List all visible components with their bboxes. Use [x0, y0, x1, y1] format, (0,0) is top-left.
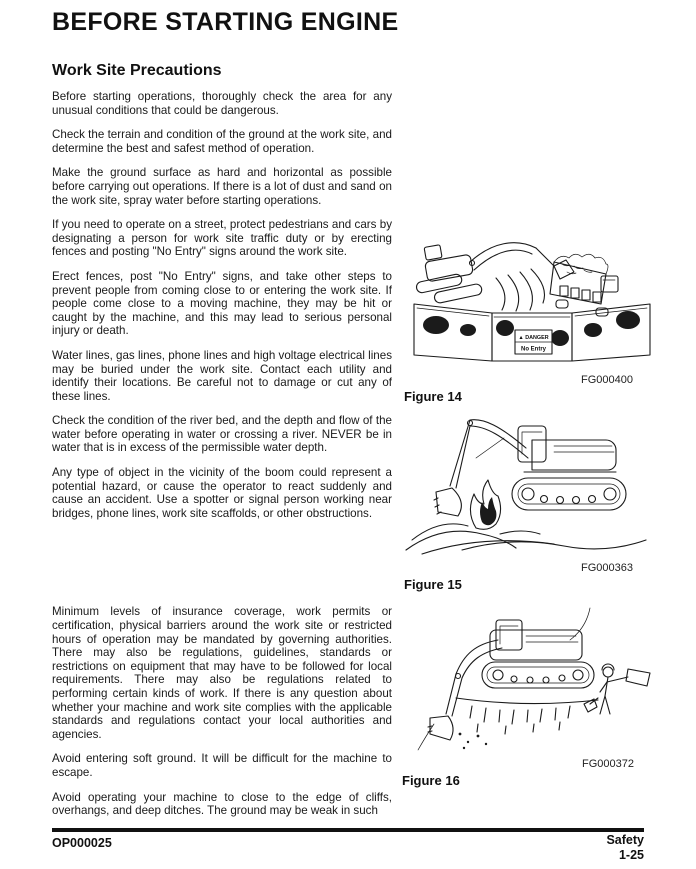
river-bank-lines — [406, 524, 646, 554]
excavator-loading-truck-illustration — [404, 216, 659, 368]
paragraph: Minimum levels of insurance coverage, work permits or certification, physical barriers around the work site or restricted hours of operation may be mandated by governing authorities. There may also be regulations, guidelines, standards or restrictions on equipment that may have to be followed for local requirements. There may also be regulations related to performing certain kinds of work. If there is any question about whether your machine and work site complies with the applicable standards and regulations contact your local authorities and agencies. — [52, 605, 392, 741]
footer-section-label: Safety — [606, 833, 644, 847]
figure-code: FG000400 — [581, 374, 633, 386]
figure-code: FG000363 — [581, 562, 633, 574]
paragraph: Water lines, gas lines, phone lines and high voltage electrical lines may be buried under the work site. Contact each utility and identify their locations. Be careful not to damage or cut any of these lines. — [52, 348, 392, 403]
motion-lines — [496, 269, 545, 311]
figure-caption: Figure 14 — [404, 389, 462, 404]
figure-15 — [404, 400, 659, 592]
water-splash-icon — [470, 480, 500, 529]
section-heading: Work Site Precautions — [52, 62, 222, 79]
cliff-icon — [418, 608, 598, 750]
dump-truck-icon — [550, 254, 618, 316]
excavator-cliff-edge-illustration — [402, 602, 660, 752]
excavator-icon — [428, 620, 594, 740]
paragraph: If you need to operate on a street, protect pedestrians and cars by designating a person for work site traffic duty or by erecting fences and posting "No Entry" signs around the work site. — [52, 218, 392, 259]
paragraph: Before starting operations, thoroughly check the area for any unusual conditions that could be dangerous. — [52, 90, 392, 117]
svg-text:No Entry: No Entry — [520, 346, 547, 353]
excavator-in-water-illustration — [404, 400, 659, 556]
figure-16 — [402, 602, 660, 788]
figure-14 — [404, 216, 659, 404]
body-text-column — [52, 90, 392, 829]
footer-rule — [52, 828, 644, 832]
svg-text:▲ DANGER: ▲ DANGER — [518, 335, 549, 341]
page-title: BEFORE STARTING ENGINE — [52, 8, 399, 36]
excavator-icon — [434, 420, 626, 516]
fence-icon — [414, 304, 650, 361]
figure-caption: Figure 16 — [402, 773, 460, 788]
footer-page-info — [606, 833, 644, 863]
paragraph: Check the terrain and condition of the ground at the work site, and determine the best and safest method of operation. — [52, 128, 392, 155]
paragraph: Check the condition of the river bed, and the depth and flow of the water before operating in water or crossing a river. NEVER be in water that is in excess of the permissible water depth. — [52, 414, 392, 455]
paragraph: Any type of object in the vicinity of the boom could represent a potential hazard, or cause the operator to react suddenly and cause an accident. Use a spotter or signal person working near bridges, phone lines, work site scaffolds, or other obstructions. — [52, 466, 392, 520]
paragraph: Make the ground surface as hard and horizontal as possible before carrying out operations. If there is a lot of dust and sand on the work site, spray water before starting operations. — [52, 166, 392, 207]
paragraph: Avoid operating your machine to close to the edge of cliffs, overhangs, and deep ditches. The ground may be weak in such — [52, 790, 392, 818]
danger-sign — [515, 330, 552, 354]
figure-caption: Figure 15 — [404, 577, 462, 592]
footer-page-number: 1-25 — [618, 848, 644, 862]
excavator-icon — [415, 243, 574, 304]
footer-doc-code: OP000025 — [52, 836, 112, 850]
paragraph: Avoid entering soft ground. It will be difficult for the machine to escape. — [52, 752, 392, 779]
figure-code: FG000372 — [582, 758, 634, 770]
paragraph: Erect fences, post "No Entry" signs, and take other steps to prevent people from coming close to or entering the work site. If people come close to a moving machine, they may be hit or caught by the machine, and this may lead to serious personal injury or death. — [52, 269, 392, 338]
